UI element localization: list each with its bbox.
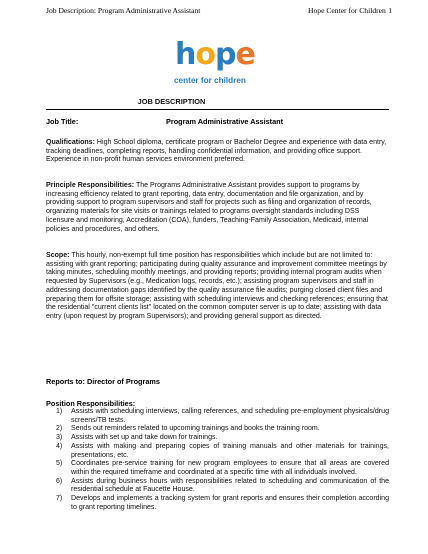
list-item-text: Sends out reminders related to upcoming trainings and books the training room. — [71, 425, 320, 433]
list-item-number: 6) — [56, 477, 63, 485]
logo-letter-p: p — [214, 37, 236, 72]
list-item-text: Coordinates pre-service training for new program employees to ensure that all areas are covered within the required timeframe and coordinated at a specific time with all individuals involved. — [71, 460, 389, 476]
scope-text: This hourly, non-exempt full time position has responsibilities which include but are not limited to: assisting with grant reporting; participating during quality assurance and improvement committee meetings by taking minutes, scheduling monthly meetings, and providing reports; providing internal program audits when requested by Supervisors (e.g., Medication logs, records, etc.); assisting program supervisors and staff in addressing documentation gaps identified by the quality assurance file audits; purging closed client files and preparing them for offsite storage; assisting with scheduling interviews and checking references; ensuring that the residential "current clients list" located on the common computer server is up to date; assisting with data entry (upon request by program Supervisors); and providing general support as directed. — [46, 252, 388, 320]
list-item-number: 3) — [56, 434, 63, 442]
list-item-number: 2) — [56, 425, 63, 433]
list-item-number: 5) — [56, 460, 63, 468]
list-item — [46, 460, 389, 477]
list-item-number: 1) — [56, 408, 63, 415]
list-item — [46, 434, 389, 443]
logo-letter-o: o — [195, 37, 215, 72]
list-item — [46, 495, 389, 512]
list-item — [46, 478, 389, 495]
position-responsibilities-label: Position Responsibilities: — [46, 399, 136, 408]
qualifications-label: Qualifications: — [46, 139, 95, 146]
qualifications-paragraph — [46, 139, 389, 165]
logo-letter-e: e — [235, 37, 255, 72]
list-item-number: 4) — [56, 442, 63, 450]
responsibilities-list — [46, 408, 389, 512]
list-item-text: Assists with set up and take down for trainings. — [71, 434, 218, 442]
document-title: JOB DESCRIPTION — [137, 97, 206, 106]
title-divider — [46, 109, 389, 110]
list-item-text: Develops and implements a tracking system for grant reports and ensures their completion according to grant reporting timelines. — [71, 495, 389, 511]
list-item-number: 7) — [56, 495, 63, 503]
job-title-value: Program Administrative Assistant — [166, 117, 284, 126]
list-item — [46, 425, 389, 434]
list-item-text: Assists during business hours with responsibilities related to scheduling and communication of the residential schedule at Faucette House. — [71, 477, 389, 494]
list-item — [46, 443, 389, 460]
qualifications-text: High School diploma, certificate program or Bachelor Degree and experience with data entry, tracking deadlines, completing reports, handling confidential information, and providing office support. Experience in non-profit human services environment preferred. — [46, 139, 387, 164]
header-organization: Hope Center for Children — [308, 6, 386, 15]
scope-label: Scope: — [46, 252, 70, 259]
list-item — [46, 408, 389, 425]
scope-paragraph — [46, 252, 389, 322]
hope-logo — [173, 37, 255, 94]
principle-responsibilities-paragraph — [46, 182, 389, 234]
list-item-text: Assists with making and preparing copies of training manuals and other materials for trainings, presentations, etc. — [71, 442, 389, 459]
logo-letter-h: h — [175, 37, 196, 72]
reports-to: Reports to: Director of Programs — [46, 377, 160, 386]
job-title-label: Job Title: — [46, 117, 79, 126]
page-number: 1 — [388, 6, 392, 15]
logo-tagline: center for children — [174, 76, 246, 85]
logo-wordmark — [175, 38, 255, 72]
page-header — [46, 6, 392, 18]
principle-responsibilities-label: Principle Responsibilities: — [46, 182, 135, 189]
list-item-text: Assists with scheduling interviews, calling references, and scheduling pre-employment physicals/drug screens/TB tests. — [71, 408, 389, 424]
header-document-title: Job Description: Program Administrative Assistant — [46, 6, 201, 15]
principle-responsibilities-text: The Programs Administrative Assistant provides support to programs by increasing efficiency related to grant reporting, data entry, documentation and file organization, and by providing support to program supervisors and staff for projects such as filing and organization of records, organizing materials for site visits or trainings related to programs oversight standards including DSS licensure and monitoring, Accreditation (COA), funders, Teaching-Family Association, Medicaid, internal policies and procedures, and others. — [46, 182, 372, 233]
